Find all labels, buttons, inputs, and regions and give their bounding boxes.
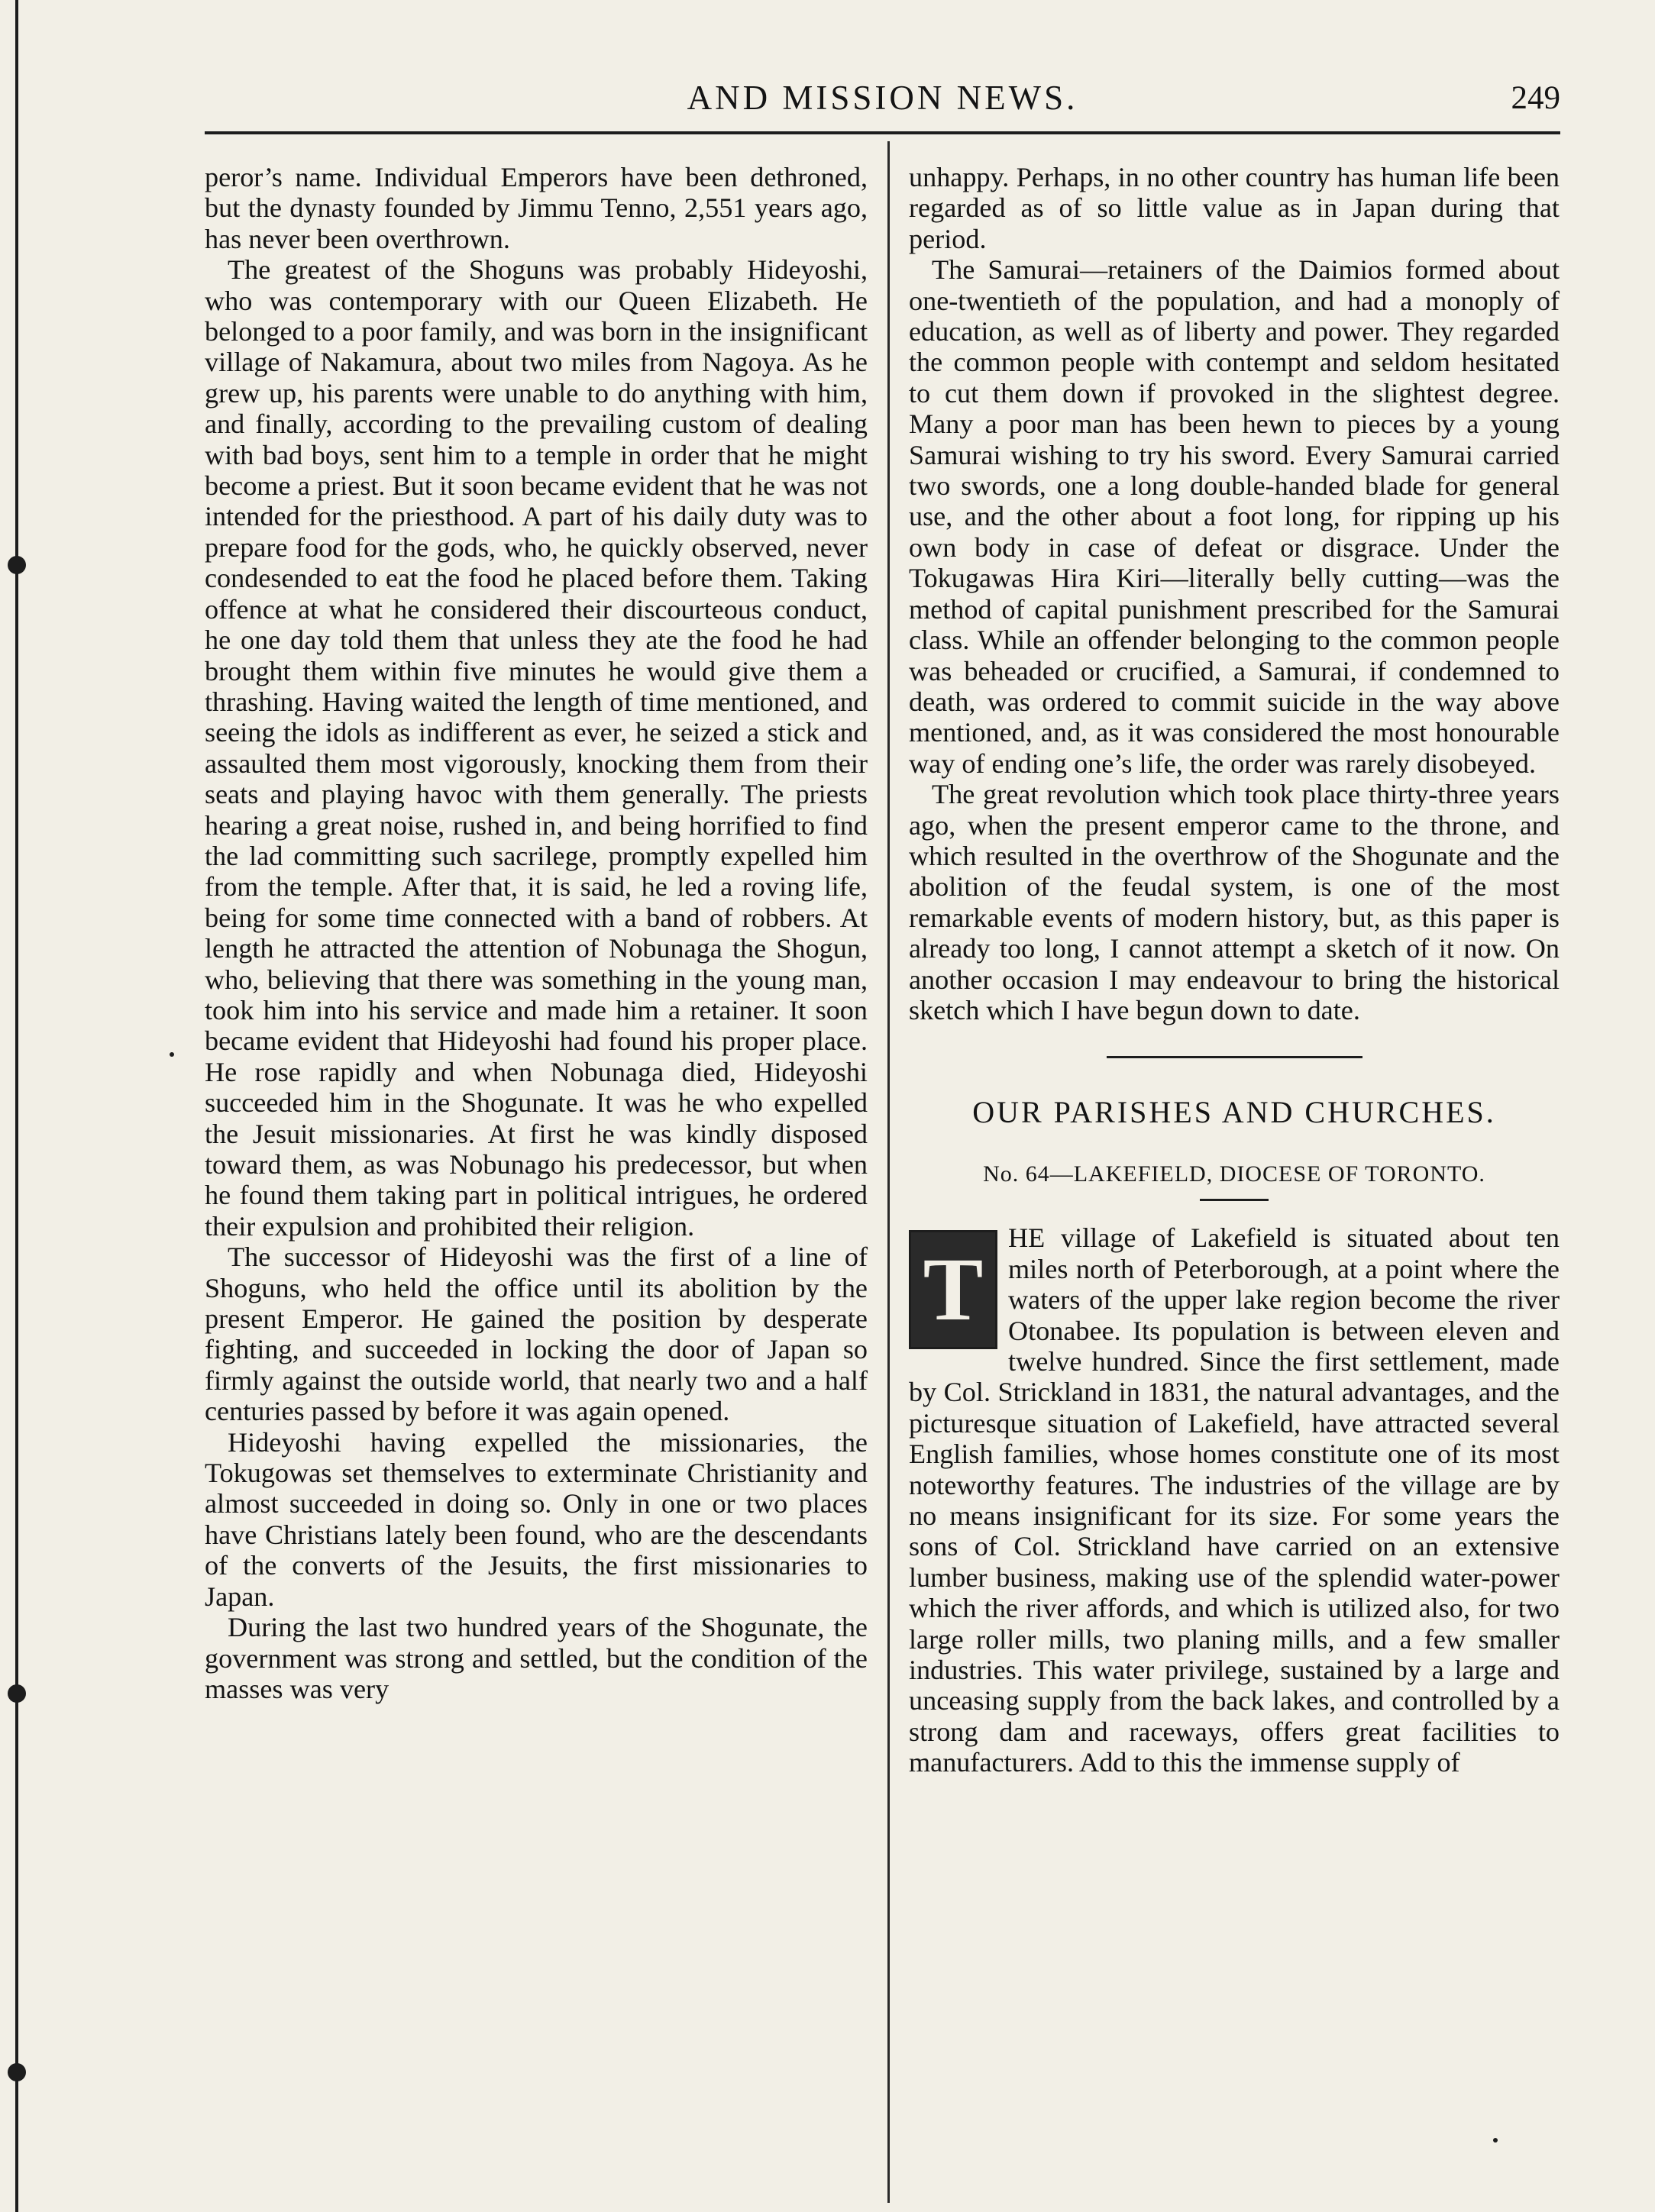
header-rule: [205, 131, 1560, 134]
binding-hole-mark: [8, 556, 26, 574]
paragraph: The Samurai—retainers of the Daimios formed about one-twentieth of the population, and had a monoply of education, as well as of liberty and power. They regarded the common people with contempt and seldom hesitated to cut them down if provoked in the slightest degree. Many a poor man has been hewn to pieces by a young Samurai wishing to try his sword. Every Samurai carried two swords, one a long double-handed blade for general use, and the other about a foot long, for ripping up his own body in case of defeat or disgrace. Under the Tokugawas Hira Kiri—literally belly cutting—was the method of capital punishment prescribed for the Samurai class. While an offender belonging to the common people was beheaded or crucified, a Samurai, if condemned to death, was ordered to commit suicide in the way above mentioned, and, as it was considered the most honourable way of ending one’s life, the order was rarely disobeyed.: [909, 254, 1560, 779]
binding-hole-mark: [8, 2063, 26, 2081]
section-divider: [1107, 1056, 1362, 1058]
article-paragraph: [909, 1222, 1560, 1778]
column-divider: [887, 141, 890, 2203]
paragraph: The greatest of the Shoguns was probably Hideyoshi, who was contemporary with our Queen Elizabeth. He belonged to a poor family, and was born in the insignificant village of Nakamura, about two miles from Nagoya. As he grew up, his parents were unable to do anything with him, and finally, according to the prevailing custom of dealing with bad boys, sent him to a temple in order that he might become a priest. But it soon became evident that he was not intended for the priesthood. A part of his daily duty was to prepare food for the gods, who, he quickly observed, never condesended to eat the food he placed before them. Taking offence at what he considered their discourteous conduct, he one day told them that unless they ate the food he had brought them within five minutes he would give them a thrashing. Having waited the length of time mentioned, and seeing the idols as indifferent as ever, he seized a stick and assaulted them most vigorously, knocking them from their seats and playing havoc with them generally. The priests hearing a great noise, rushed in, and being horrified to find the lad committing such sacrilege, promptly expelled him from the temple. After that, it is said, he led a roving life, being for some time connected with a band of robbers. At length he attracted the attention of Nobunaga the Shogun, who, believing that there was something in the young man, took him into his service and made him a retainer. It soon became evident that Hideyoshi had found his proper place. He rose rapidly and when Nobunaga died, Hideyoshi succeeded him in the Shogunate. It was he who expelled the Jesuit missionaries. At first he was kindly disposed toward them, as was Nobunago his predecessor, but when he found them taking part in political intrigues, he ordered their expulsion and prohibited their religion.: [205, 254, 868, 1242]
running-title: AND MISSION NEWS.: [687, 79, 1078, 117]
stray-mark: [170, 1052, 174, 1057]
stray-mark: [1493, 2138, 1498, 2143]
page-header: [205, 75, 1560, 136]
right-column: [909, 162, 1560, 1778]
binding-hole-mark: [8, 1684, 26, 1703]
article-text: HE village of Lakefield is situated about ten miles north of Peterborough, at a point where the waters of the upper lake region become the river Otonabee. Its population is between eleven and twelve hundred. Since the first settlement, made by Col. Strickland in 1831, the natural advantages, and the picturesque situation of Lakefield, have attracted several English families, whose homes constitute one of its most noteworthy features. The industries of the village are by no means insignificant for its size. For some years the sons of Col. Strickland have carried on an extensive lumber business, making use of the splendid water-power which the river affords, and which is utilized also, for two large roller mills, two planing mills, and a few smaller industries. This water privilege, sustained by a large and unceasing supply from the back lakes, and controlled by a strong dam and raceways, offers great facilities to manufacturers. Add to this the immense supply of: [909, 1222, 1560, 1778]
paragraph: The great revolution which took place thirty-three years ago, when the present emperor came to the throne, and which resulted in the overthrow of the Shogunate and the abolition of the feudal system, is one of the most remarkable events of modern history, but, as this paper is already too long, I cannot attempt a sketch of it now. On another occasion I may endeavour to bring the historical sketch which I have begun down to date.: [909, 779, 1560, 1025]
binding-line: [15, 0, 18, 2212]
paragraph: unhappy. Perhaps, in no other country has human life been regarded as of so little value as in Japan during that period.: [909, 162, 1560, 254]
paragraph: Hideyoshi having expelled the missionaries, the Tokugowas set themselves to exterminate Christianity and almost succeeded in doing so. Only in one or two places have Christians lately been found, who are the descendants of the converts of the Jesuits, the first missionaries to Japan.: [205, 1426, 868, 1612]
drop-cap-initial: T: [909, 1230, 997, 1349]
subtitle-divider: [1200, 1199, 1269, 1201]
paragraph: peror’s name. Individual Emperors have been dethroned, but the dynasty founded by Jimmu Tenno, 2,551 years ago, has never been overthrown.: [205, 162, 868, 254]
left-column: [205, 162, 868, 1704]
parish-subtitle: No. 64—LAKEFIELD, DIOCESE OF TORONTO.: [983, 1161, 1485, 1187]
paragraph: During the last two hundred years of the Shogunate, the government was strong and settled, but the condition of the masses was very: [205, 1612, 868, 1704]
paragraph: The successor of Hideyoshi was the first of a line of Shoguns, who held the office until its abolition by the present Emperor. He gained the position by desperate fighting, and succeeded in locking the door of Japan so firmly against the outside world, that nearly two and a half centuries passed by before it was again opened.: [205, 1242, 868, 1427]
page-number: 249: [1511, 80, 1560, 116]
section-title: OUR PARISHES AND CHURCHES.: [972, 1095, 1496, 1130]
